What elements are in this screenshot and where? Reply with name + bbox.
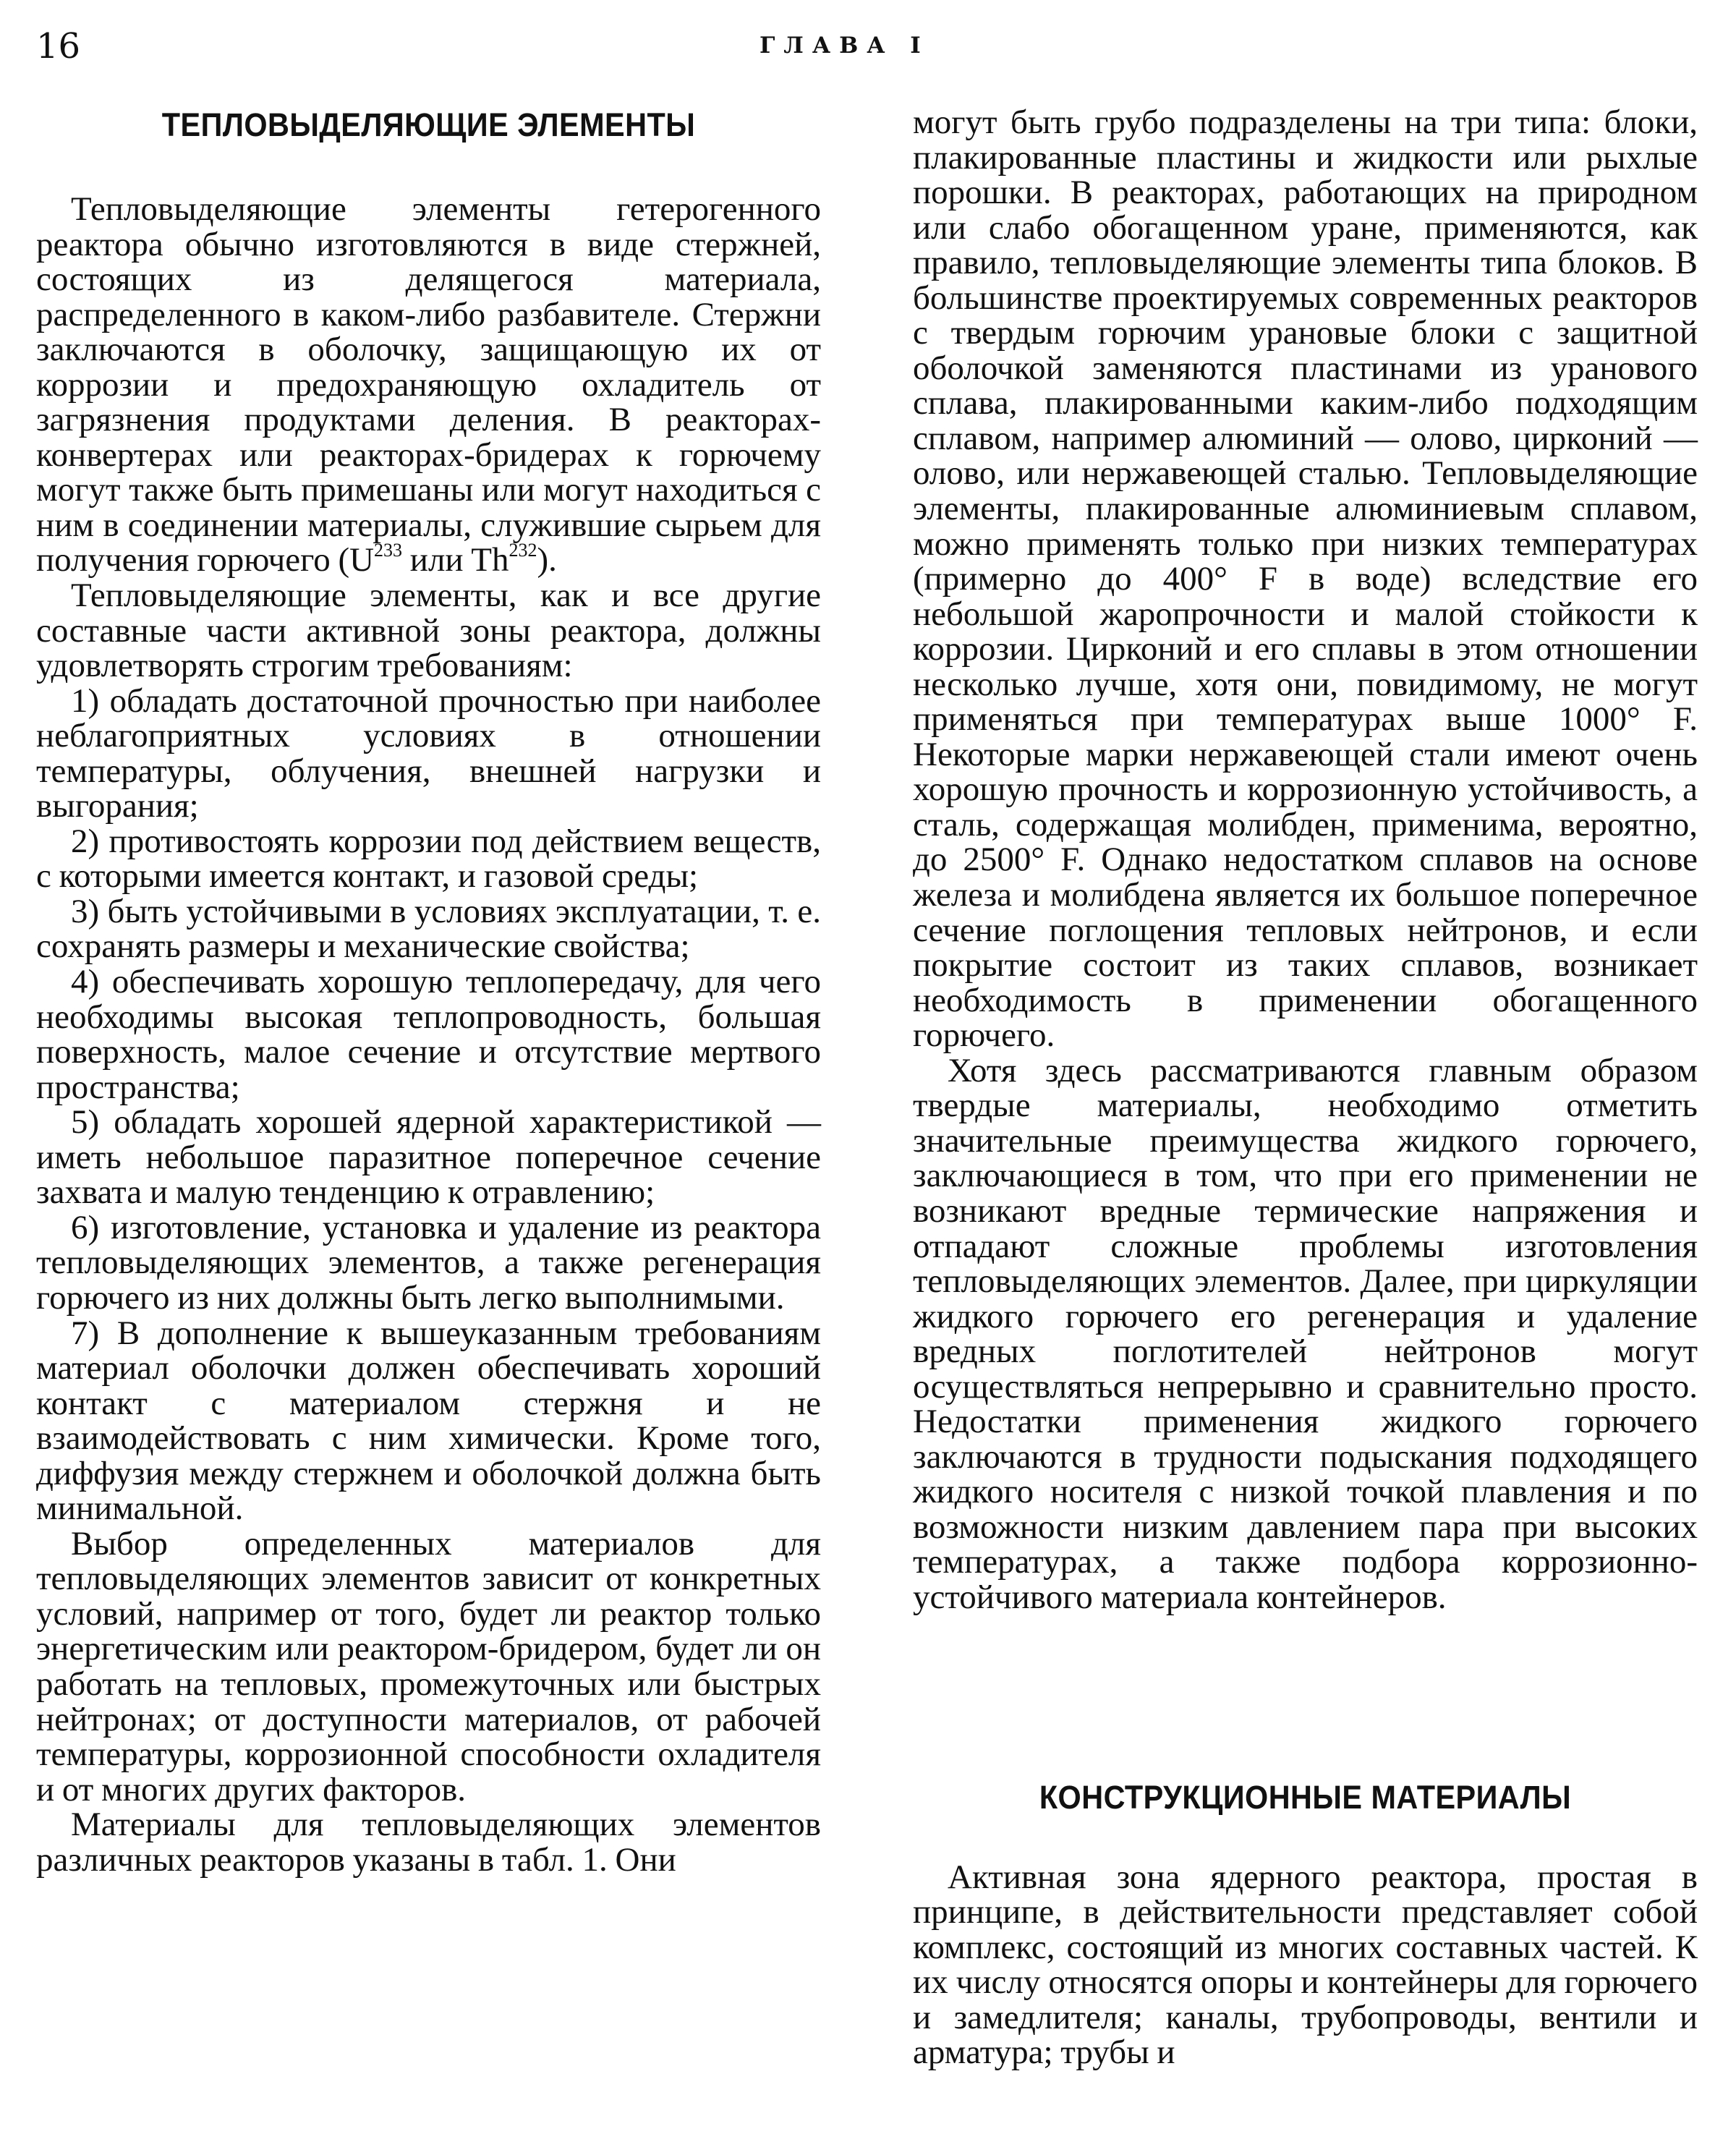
requirement-item: 1) обладать достаточной прочностью при наиболее неблагоприятных условиях в отношении температуры, облучения, внешней нагрузки и выгорания; xyxy=(36,681,821,825)
paragraph-intro xyxy=(36,192,821,578)
thorium-isotope-number: 232 xyxy=(509,540,537,561)
paragraph-liquid-fuel: Хотя здесь рассматриваются главным образом твердые материалы, необходимо отметить значительные преимущества жидкого горючего, заключающиеся в том, что при его применении не возникают вредные термические напряжения и отпадают сложные проблемы изготовления тепловыделяющих элементов. Далее, при циркуляции жидкого горючего его регенерация и удаление вредных поглотителей нейтронов могут осуществляться непрерывно и сравнительно просто. Недостатки применения жидкого горючего заключаются в трудности подыскания подходящего жидкого носителя с низкой точкой плавления и по возможности низким давлением пара при высоких температурах, а также подбора коррозионно-устойчивого материала контейнеров. xyxy=(913,1051,1698,1616)
intro-text-end: ). xyxy=(537,541,557,579)
running-head-chapter: ГЛАВА I xyxy=(760,33,929,59)
right-column xyxy=(913,105,1698,2070)
requirement-item: 4) обеспечивать хорошую теплопередачу, для чего необходимы высокая теплопроводность, большая поверхность, малое сечение и отсутствие мертвого пространства; xyxy=(36,963,821,1106)
paragraph-table-reference: Материалы для тепловыделяющих элементов различных реакторов указаны в табл. 1. Они xyxy=(36,1806,821,1879)
requirement-item: 3) быть устойчивыми в условиях эксплуатации, т. е. сохранять размеры и механические свойства; xyxy=(36,892,821,966)
paragraph-fuel-types: могут быть грубо подразделены на три типа: блоки, плакированные пластины и жидкости или рыхлые порошки. В реакторах, работающих на природном или слабо обогащенном уране, применяются, как правило, тепловыделяющие элементы типа блоков. В большинстве проектируемых современных реакторов с твердым горючим урановые блоки с защитной оболочкой заменяются пластинами из уранового сплава, плакированными каким-либо подходящим сплавом, например алюминий — олово, цирконий — олово, или нержавеющей сталью. Тепловыделяющие элементы, плакированные алюминиевым сплавом, можно применять только при низких температурах (примерно до 400° F в воде) вследствие его небольшой жаропрочности и малой стойкости к коррозии. Цирконий и его сплавы в этом отношении несколько лучше, хотя они, повидимому, не могут применяться при температурах выше 1000° F. Некоторые марки нержавеющей стали имеют очень хорошую прочность и коррозионную устойчивость, а сталь, содержащая молибден, применима, вероятно, до 2500° F. Однако недостатком сплавов на основе железа и молибдена является их большое поперечное сечение поглощения тепловых нейтронов, и если покрытие состоит из таких сплавов, возникает необходимость в применении обогащенного горючего. xyxy=(913,103,1698,1055)
section-heading-fuel-elements: ТЕПЛОВЫДЕЛЯЮЩИЕ ЭЛЕМЕНТЫ xyxy=(161,106,696,143)
paragraph-structural-intro: Активная зона ядерного реактора, простая в принципе, в действительности представляет собой комплекс, состоящий из многих составных частей. К их числу относятся опоры и контейнеры для горючего и замедлителя; каналы, трубопроводы, вентили и арматура; трубы и xyxy=(913,1858,1698,2072)
requirement-item: 5) обладать хорошей ядерной характеристикой — иметь небольшое паразитное поперечное сечение захвата и малую тенденцию к отравлению; xyxy=(36,1103,821,1212)
uranium-isotope-number: 233 xyxy=(374,540,403,561)
intro-text-mid: или Th xyxy=(402,541,509,579)
paragraph-material-selection: Выбор определенных материалов для тепловыделяющих элементов зависит от конкретных условий, например от того, будет ли реактор только энергетическим или реактором-бридером, будет ли он работать на тепловых, промежуточных или быстрых нейтронах; от доступности материалов, от рабочей температуры, коррозионной способности охладителя и от многих других факторов. xyxy=(36,1524,821,1808)
section-heading-structural-materials: КОНСТРУКЦИОННЫЕ МАТЕРИАЛЫ xyxy=(1039,1778,1572,1816)
paragraph-requirements-intro: Тепловыделяющие элементы, как и все другие составные части активной зоны реактора, должны удовлетворять строгим требованиям: xyxy=(36,577,821,685)
page-number: 16 xyxy=(36,26,81,67)
intro-text: Тепловыделяющие элементы гетерогенного реактора обычно изготовляются в виде стержней, состоящих из делящегося материала, распределенного в каком-либо разбавителе. Стержни заключаются в оболочку, защищающую их от коррозии и предохраняющую охладитель от загрязнения продуктами деления. В реакторах-конвертерах или реакторах-бридерах к горючему могут также быть примешаны или могут находиться с ним в соединении материалы, служившие сырьем для получения горючего (U xyxy=(36,190,821,579)
requirement-item: 2) противостоять коррозии под действием веществ, с которыми имеется контакт, и газовой среды; xyxy=(36,822,821,896)
requirement-item: 7) В дополнение к вышеуказанным требованиям материал оболочки должен обеспечивать хороший контакт с материалом стержня и не взаимодействовать с ним химически. Кроме того, диффузия между стержнем и оболочкой должна быть минимальной. xyxy=(36,1314,821,1528)
left-column xyxy=(36,105,821,1877)
requirement-item: 6) изготовление, установка и удаление из реактора тепловыделяющих элементов, а также регенерация горючего из них должны быть легко выполнимыми. xyxy=(36,1208,821,1317)
